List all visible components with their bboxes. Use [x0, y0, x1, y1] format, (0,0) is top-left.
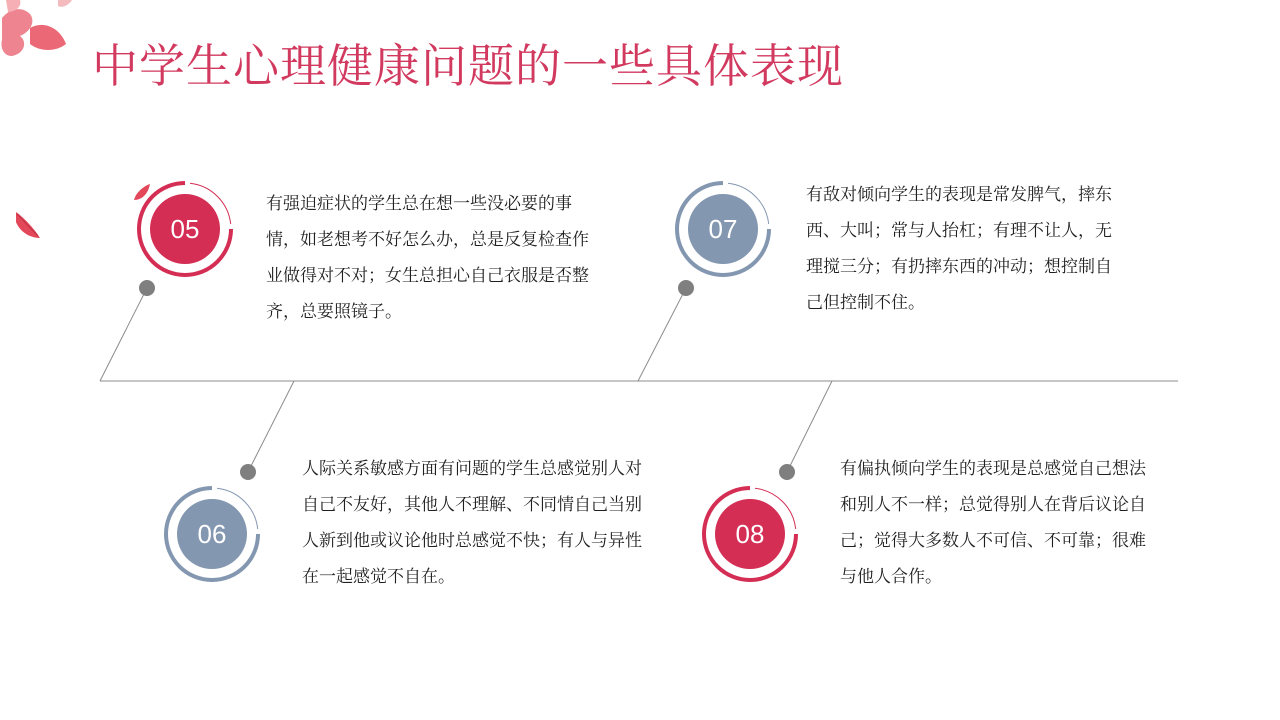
item-05-description: 有强迫症状的学生总在想一些没必要的事情，如老想考不好怎么办，总是反复检查作业做得对不对；女生总担心自己衣服是否整齐，总要照镜子。: [266, 194, 589, 322]
item-07-description: 有敌对倾向学生的表现是常发脾气，摔东西、大叫；常与人抬杠；有理不让人，无理搅三分；有扔摔东西的冲动；想控制自己但控制不住。: [806, 185, 1112, 313]
connector-07: [638, 288, 686, 381]
timeline-dot-06: [240, 464, 256, 480]
item-08-description: 有偏执倾向学生的表现是总感觉自己想法和别人不一样；总觉得别人在背后议论自己；觉得大多数人不可信、不可靠；很难与他人合作。: [840, 459, 1146, 587]
badge-07: [673, 179, 773, 279]
badge-number: 07: [708, 214, 738, 244]
connector-05: [100, 288, 147, 381]
connector-08: [787, 381, 832, 472]
badge-05: [135, 179, 235, 279]
connector-06: [248, 381, 294, 472]
timeline-dot-08: [779, 464, 795, 480]
timeline-dot-07: [678, 280, 694, 296]
timeline-dot-05: [139, 280, 155, 296]
badge-06: [162, 484, 262, 584]
badge-number: 05: [170, 214, 200, 244]
badge-number: 08: [735, 519, 765, 549]
badge-number: 06: [197, 519, 227, 549]
item-06-description: 人际关系敏感方面有问题的学生总感觉别人对自己不友好，其他人不理解、不同情自己当别人新到他或议论他时总感觉不快；有人与异性在一起感觉不自在。: [302, 459, 642, 587]
badge-08: [700, 484, 800, 584]
page-title: 中学生心理健康问题的一些具体表现: [92, 39, 844, 93]
